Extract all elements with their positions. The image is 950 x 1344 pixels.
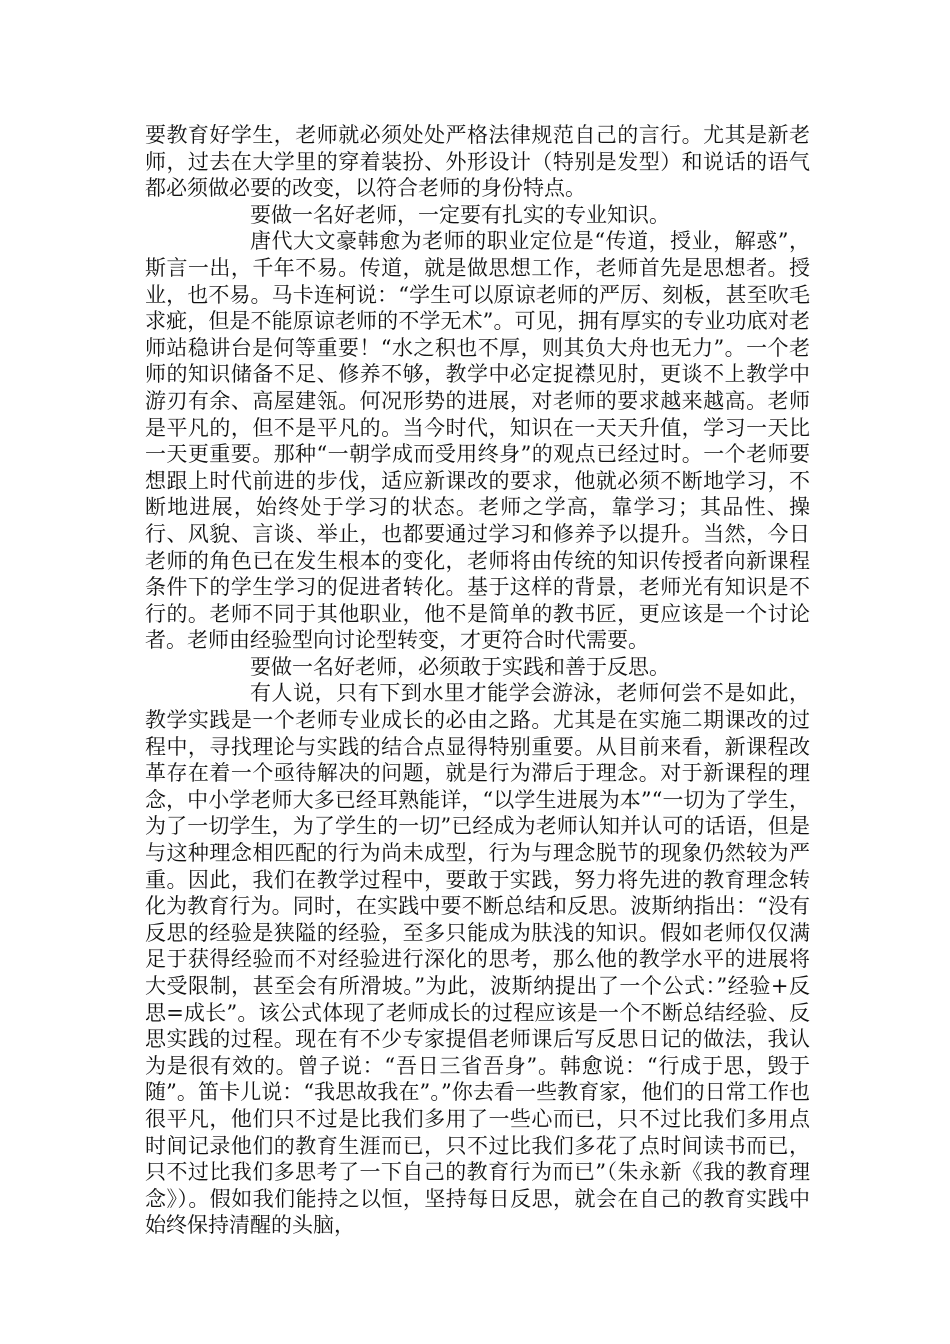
- paragraph-professional-knowledge: 唐代大文豪韩愈为老师的职业定位是“传道，授业，解惑”，斯言一出，千年不易。传道，就是做思想工作，老师首先是思想者。授业，也不易。马卡连柯说：“学生可以原谅老师的严厉、刻板，甚至吹毛求疵，但是不能原谅老师的不学无术”。可见，拥有厚实的专业功底对老师站稳讲台是何等重要！“水之积也不厚，则其负大舟也无力”。一个老师的知识储备不足、修养不够，教学中必定捉襟见肘，更谈不上教学中游刃有余、高屋建瓴。何况形势的进展，对老师的要求越来越高。老师是平凡的，但不是平凡的。当今时代，知识在一天天升值，学习一天比一天更重要。那种“一朝学成而受用终身”的观点已经过时。一个老师要想跟上时代前进的步伐，适应新课改的要求，他就必须不断地学习，不断地进展，始终处于学习的状态。老师之学高，靠学习；其品性、操行、风貌、言谈、举止，也都要通过学习和修养予以提升。当然，今日老师的角色已在发生根本的变化，老师将由传统的知识传授者向新课程条件下的学生学习的促进者转化。基于这样的背景，老师光有知识是不行的。老师不同于其他职业，他不是简单的教书匠，更应该是一个讨论者。老师由经验型向讨论型转变，才更符合时代需要。: [145, 229, 810, 653]
- paragraph-intro: 要教育好学生，老师就必须处处严格法律规范自己的言行。尤其是新老师，过去在大学里的穿着装扮、外形设计（特别是发型）和说话的语气都必须做必要的改变，以符合老师的身份特点。: [145, 123, 810, 201]
- section-heading-professional-knowledge: 要做一名好老师，一定要有扎实的专业知识。: [250, 202, 670, 227]
- paragraph-practice-reflection: 有人说，只有下到水里才能学会游泳，老师何尝不是如此，教学实践是一个老师专业成长的必由之路。尤其是在实施二期课改的过程中，寻找理论与实践的结合点显得特别重要。从目前来看，新课程改革存在着一个亟待解决的问题，就是行为滞后于理念。对于新课程的理念，中小学老师大多已经耳熟能详，“以学生进展为本”“一切为了学生，为了一切学生，为了学生的一切”已经成为老师认知并认可的话语，但是与这种理念相匹配的行为尚未成型，行为与理念脱节的现象仍然较为严重。因此，我们在教学过程中，要敢于实践，努力将先进的教育理念转化为教育行为。同时，在实践中要不断总结和反思。波斯纳指出：“没有反思的经验是狭隘的经验，至多只能成为肤浅的知识。假如老师仅仅满足于获得经验而不对经验进行深化的思考，那么他的教学水平的进展将大受限制，甚至会有所滑坡。”为此，波斯纳提出了一个公式：”经验+反思=成长”。该公式体现了老师成长的过程应该是一个不断总结经验、反思实践的过程。现在有不少专家提倡老师课后写反思日记的做法，我认为是很有效的。曾子说：“吾日三省吾身”。韩愈说：“行成于思，毁于随”。笛卡儿说：“我思故我在”。”你去看一些教育家，他们的日常工作也很平凡，他们只不过是比我们多用了一些心而已，只不过比我们多用点时间记录他们的教育生涯而已，只不过比我们多花了点时间读书而已，只不过比我们多思考了一下自己的教育行为而已”（朱永新《我的教育理念》）。假如我们能持之以恒，坚持每日反思，就会在自己的教育实践中始终保持清醒的头脑，: [145, 681, 810, 1238]
- document-body: [145, 122, 810, 1239]
- section-heading-practice-reflection: 要做一名好老师，必须敢于实践和善于反思。: [250, 654, 670, 679]
